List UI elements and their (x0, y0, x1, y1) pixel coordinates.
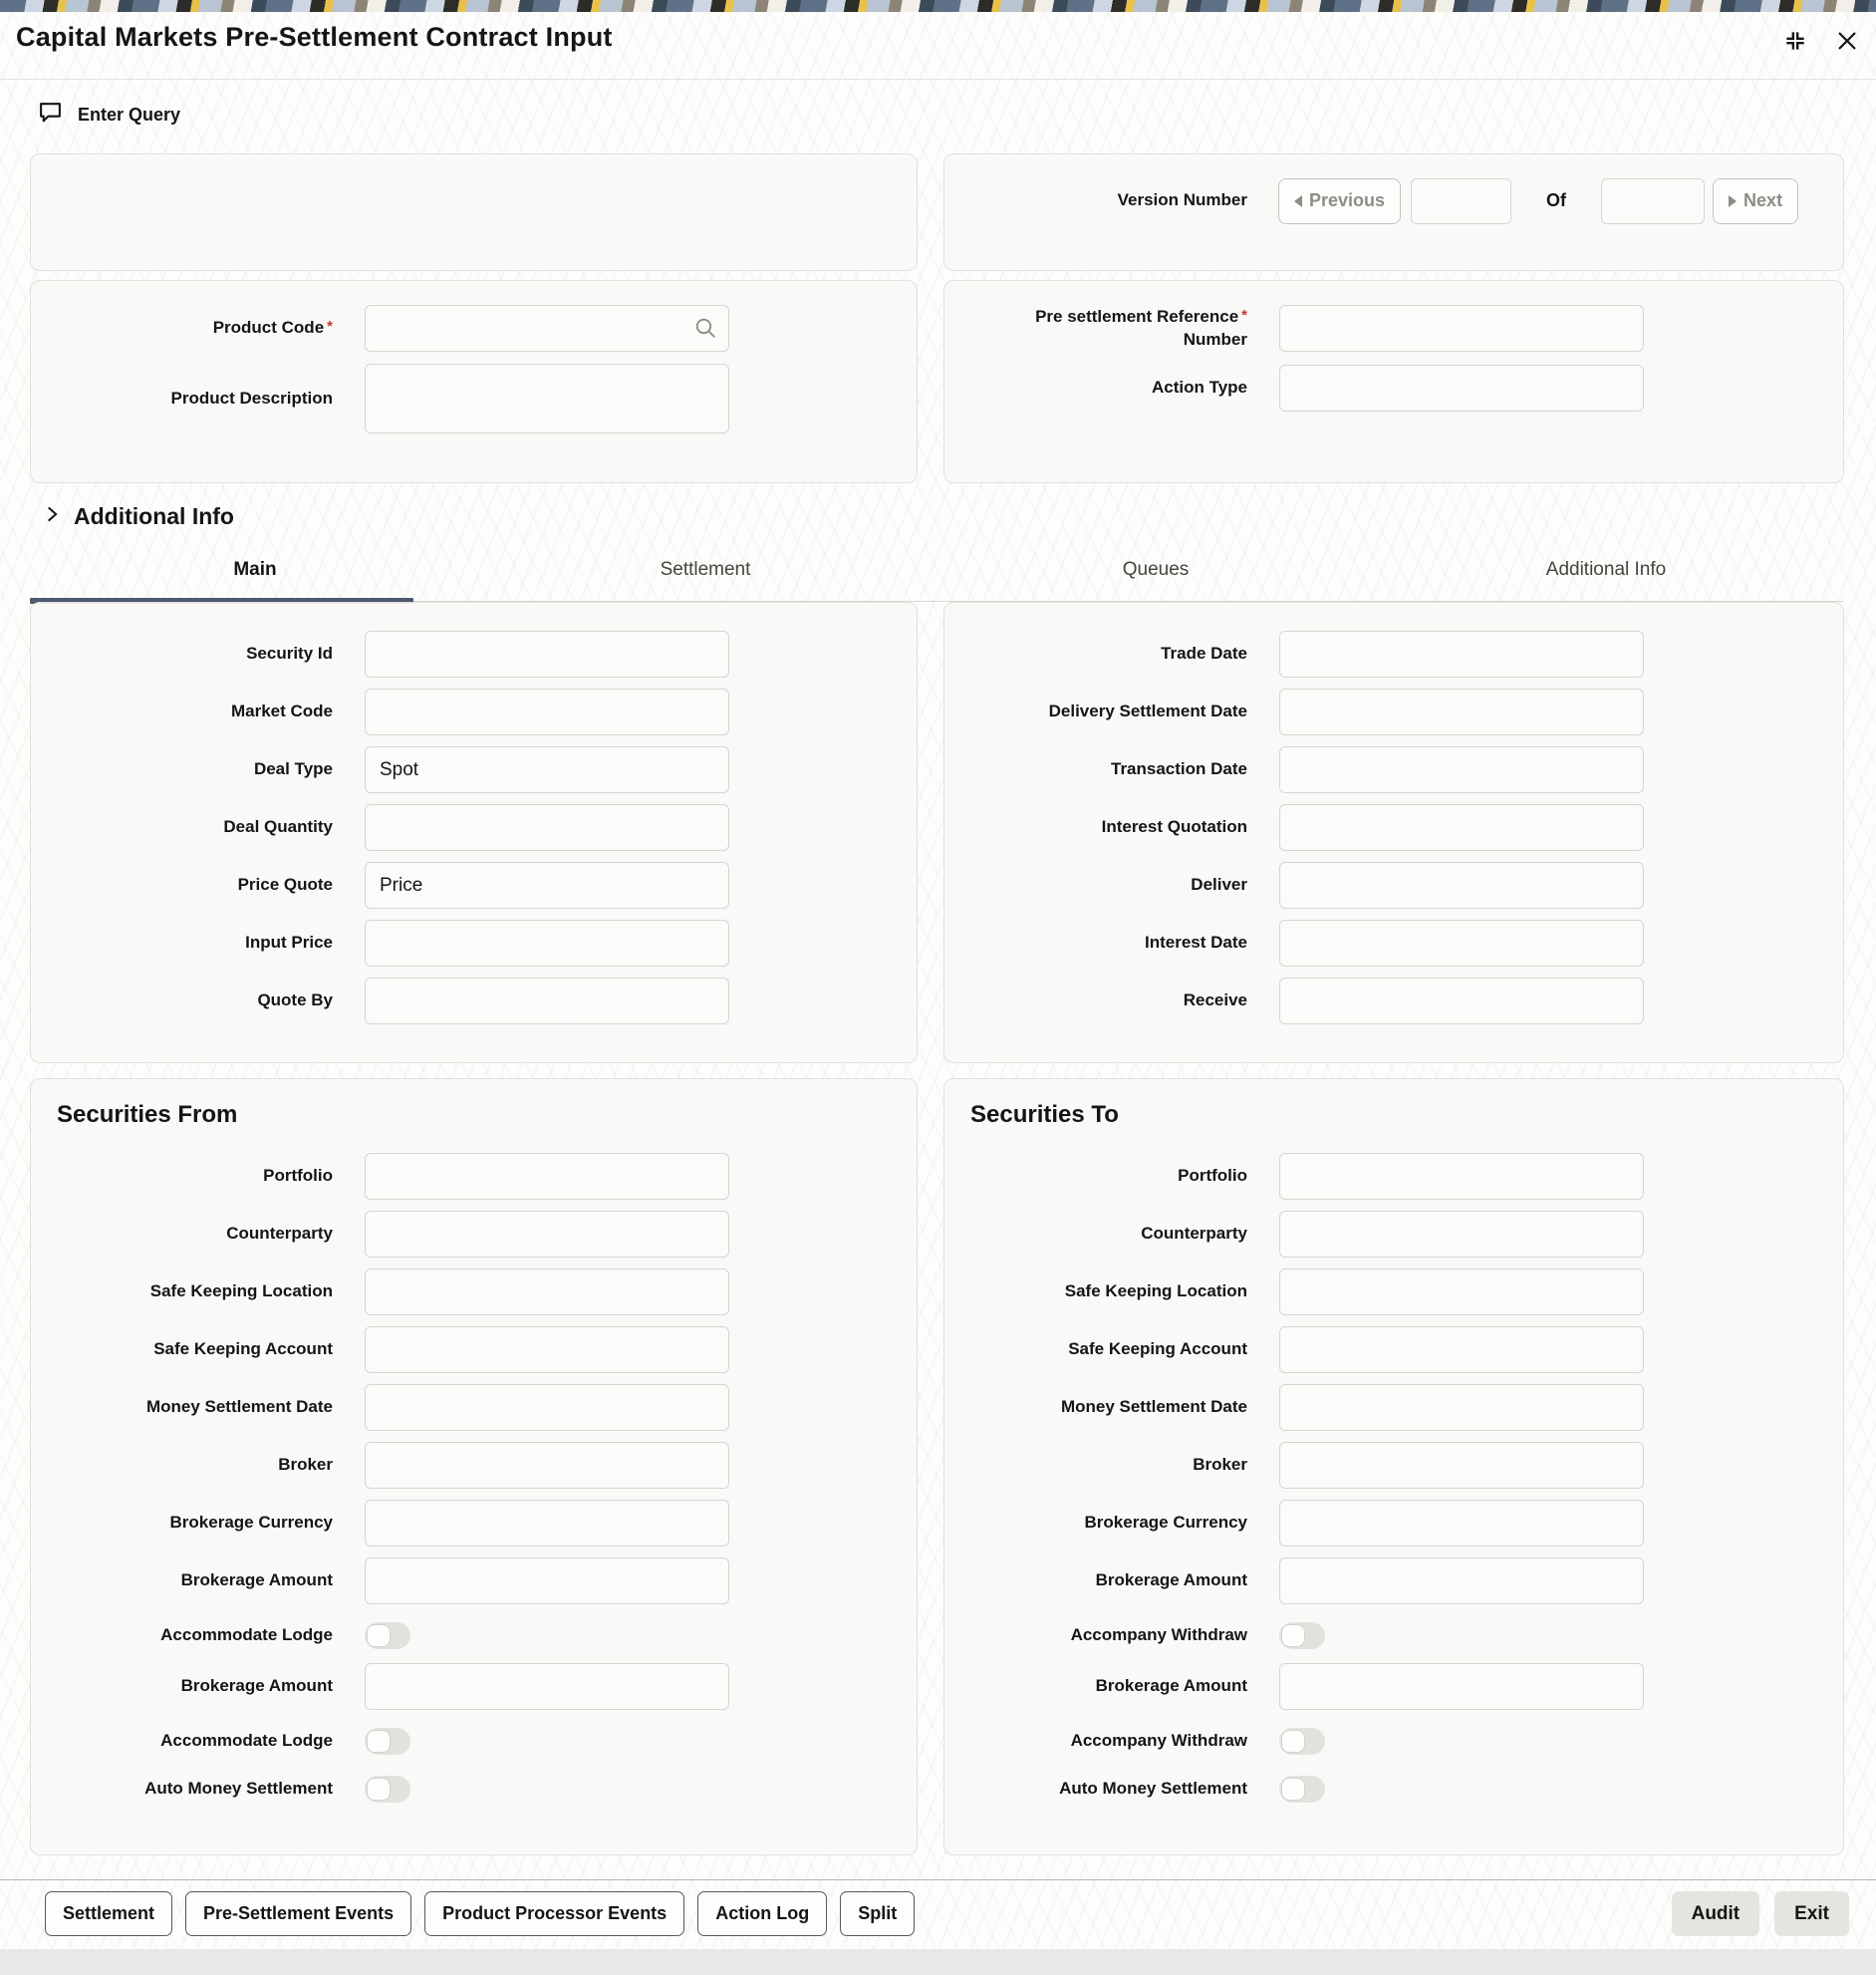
trade-date-input[interactable] (1279, 631, 1644, 678)
securities-to-title: Securities To (970, 1101, 1119, 1128)
sf-brokerage-amount-input[interactable] (365, 1557, 729, 1604)
enter-query-button[interactable] (38, 100, 180, 130)
split-button[interactable]: Split (840, 1891, 915, 1936)
st-auto-money-settlement-toggle[interactable] (1279, 1776, 1325, 1803)
securities-from-panel (30, 1078, 918, 1855)
window-controls (1780, 26, 1862, 56)
main-left-panel (30, 602, 918, 1063)
form-row (31, 1384, 917, 1431)
sf-brokerage-amount2-input[interactable] (365, 1663, 729, 1710)
product-description-input[interactable] (365, 364, 729, 433)
accommodate-lodge-label: Accommodate Lodge (160, 1730, 333, 1750)
form-row (944, 1384, 1843, 1431)
sf-auto-money-settlement-toggle[interactable] (365, 1776, 410, 1803)
interest-date-input[interactable] (1279, 920, 1644, 967)
safe-keeping-location-label: Safe Keeping Location (149, 1281, 333, 1301)
form-row (944, 1326, 1843, 1373)
form-row (944, 804, 1843, 851)
transaction-date-label: Transaction Date (1111, 759, 1247, 779)
auto-money-settlement-label: Auto Money Settlement (144, 1778, 333, 1798)
security-id-label: Security Id (246, 644, 333, 664)
search-icon[interactable] (693, 316, 718, 346)
settlement-button[interactable]: Settlement (45, 1891, 172, 1936)
additional-info-header-label: Additional Info (74, 503, 234, 529)
st-safe-keeping-account-input[interactable] (1279, 1326, 1644, 1373)
st-safe-keeping-location-input[interactable] (1279, 1269, 1644, 1315)
form-row (31, 1326, 917, 1373)
portfolio-label: Portfolio (263, 1166, 333, 1186)
footer-right-buttons (1672, 1891, 1849, 1936)
safe-keeping-account-label: Safe Keeping Account (1068, 1339, 1247, 1359)
market-code-input[interactable] (365, 689, 729, 735)
st-accompany-withdraw2-toggle[interactable] (1279, 1728, 1325, 1755)
price-quote-label: Price Quote (237, 875, 333, 895)
horizontal-scrollbar[interactable] (0, 1949, 1876, 1975)
close-icon[interactable] (1832, 26, 1862, 56)
counterparty-label: Counterparty (226, 1224, 333, 1244)
form-row (944, 862, 1843, 909)
interest-date-label: Interest Date (1145, 933, 1247, 953)
product-code-input[interactable] (365, 305, 729, 352)
st-brokerage-amount-input[interactable] (1279, 1557, 1644, 1604)
previous-version-button[interactable] (1278, 178, 1401, 224)
enter-query-icon (38, 100, 63, 130)
st-broker-input[interactable] (1279, 1442, 1644, 1489)
sf-counterparty-input[interactable] (365, 1211, 729, 1258)
tab-bar (30, 550, 1844, 602)
safe-keeping-location-label: Safe Keeping Location (1064, 1281, 1247, 1301)
market-code-label: Market Code (230, 702, 333, 721)
form-row (944, 1442, 1843, 1489)
form-row (31, 1269, 917, 1315)
form-row (31, 1663, 917, 1710)
toggle-knob (367, 1730, 391, 1753)
product-description-row (31, 364, 917, 433)
price-quote-input[interactable] (365, 862, 729, 909)
money-settlement-date-label: Money Settlement Date (1060, 1397, 1247, 1417)
product-code-row (31, 305, 917, 352)
toggle-knob (1281, 1624, 1305, 1647)
auto-money-settlement-label: Auto Money Settlement (1059, 1778, 1247, 1798)
next-arrow-icon (1729, 195, 1737, 207)
receive-label: Receive (1183, 990, 1247, 1010)
money-settlement-date-label: Money Settlement Date (145, 1397, 333, 1417)
form-row (31, 978, 917, 1024)
securities-from-title: Securities From (57, 1101, 238, 1128)
brokerage-amount-label: Brokerage Amount (180, 1676, 333, 1696)
product-code-lov (365, 305, 729, 352)
deal-type-label: Deal Type (253, 759, 333, 779)
security-id-input[interactable] (365, 631, 729, 678)
action-type-label: Action Type (1151, 378, 1247, 398)
form-row (31, 1721, 917, 1761)
st-accompany-withdraw-toggle[interactable] (1279, 1622, 1325, 1649)
toggle-knob (367, 1624, 391, 1647)
next-version-button[interactable] (1713, 178, 1798, 224)
form-row (944, 746, 1843, 793)
trade-date-label: Trade Date (1161, 644, 1247, 664)
interest-quotation-input[interactable] (1279, 804, 1644, 851)
form-row (31, 1442, 917, 1489)
version-row (944, 177, 1843, 224)
form-row (31, 746, 917, 793)
form-row (944, 1153, 1843, 1200)
interest-quotation-label: Interest Quotation (1101, 817, 1247, 837)
form-row (944, 1663, 1843, 1710)
receive-input[interactable] (1279, 978, 1644, 1024)
form-row (31, 1615, 917, 1655)
toggle-knob (367, 1778, 391, 1801)
tab-settlement[interactable]: Settlement (660, 559, 751, 580)
main-right-panel (943, 602, 1844, 1063)
counterparty-label: Counterparty (1141, 1224, 1247, 1244)
form-row (944, 920, 1843, 967)
product-code-label (31, 317, 333, 339)
product-code-label-text: Product Code (212, 318, 325, 338)
action-log-button[interactable]: Action Log (697, 1891, 827, 1936)
safe-keeping-account-label: Safe Keeping Account (153, 1339, 333, 1359)
brokerage-amount-label: Brokerage Amount (180, 1570, 333, 1590)
footer-left-buttons (45, 1891, 915, 1936)
sf-brokerage-currency-input[interactable] (365, 1500, 729, 1547)
title-divider (0, 79, 1876, 80)
previous-label: Previous (1309, 190, 1386, 210)
version-number-label: Version Number (1117, 190, 1247, 210)
presettlement-ref-label (944, 306, 1247, 350)
presettlement-ref-row (944, 305, 1843, 352)
brokerage-currency-label: Brokerage Currency (1084, 1513, 1247, 1533)
top-left-panel (30, 153, 918, 271)
form-row (944, 1769, 1843, 1809)
product-panel (30, 280, 918, 483)
sf-money-settlement-date-input[interactable] (365, 1384, 729, 1431)
accompany-withdraw-label: Accompany Withdraw (1070, 1624, 1247, 1644)
form-row (31, 804, 917, 851)
sf-accommodate-lodge-toggle[interactable] (365, 1622, 410, 1649)
decorative-top-band (0, 0, 1876, 12)
form-row (31, 631, 917, 678)
form-row (31, 689, 917, 735)
next-label: Next (1743, 190, 1783, 210)
form-row (31, 1769, 917, 1809)
version-panel (943, 153, 1844, 271)
form-row (31, 1500, 917, 1547)
deal-type-input[interactable] (365, 746, 729, 793)
footer-divider (0, 1879, 1876, 1880)
tab-main[interactable]: Main (30, 550, 480, 601)
delivery-settlement-date-label: Delivery Settlement Date (1048, 702, 1247, 721)
deliver-input[interactable] (1279, 862, 1644, 909)
previous-arrow-icon (1294, 195, 1302, 207)
deliver-label: Deliver (1191, 875, 1247, 895)
input-price-input[interactable] (365, 920, 729, 967)
brokerage-amount-label: Brokerage Amount (1095, 1570, 1247, 1590)
page-title: Capital Markets Pre-Settlement Contract Input (16, 22, 613, 52)
reference-panel (943, 280, 1844, 483)
form-row (31, 920, 917, 967)
brokerage-currency-label: Brokerage Currency (169, 1513, 333, 1533)
sf-accommodate-lodge2-toggle[interactable] (365, 1728, 410, 1755)
form-row (944, 1211, 1843, 1258)
presettlement-ref-label-line1: Pre settlement Reference (1035, 307, 1239, 327)
st-brokerage-currency-input[interactable] (1279, 1500, 1644, 1547)
transaction-date-input[interactable] (1279, 746, 1644, 793)
of-label: Of (1546, 190, 1567, 210)
st-brokerage-amount2-input[interactable] (1279, 1663, 1644, 1710)
additional-info-header[interactable] (42, 503, 234, 530)
form-row (31, 1557, 917, 1604)
toggle-knob (1281, 1730, 1305, 1753)
securities-to-panel (943, 1078, 1844, 1855)
presettlement-ref-input[interactable] (1279, 305, 1644, 352)
brokerage-amount-label: Brokerage Amount (1095, 1676, 1247, 1696)
form-row (944, 689, 1843, 735)
deal-quantity-label: Deal Quantity (223, 817, 333, 837)
required-asterisk: * (327, 318, 333, 336)
form-row (944, 1269, 1843, 1315)
accommodate-lodge-label: Accommodate Lodge (160, 1624, 333, 1644)
required-asterisk: * (1241, 307, 1247, 325)
toggle-knob (1281, 1778, 1305, 1801)
sf-safe-keeping-location-input[interactable] (365, 1269, 729, 1315)
presettlement-ref-label-line2: Number (1183, 329, 1247, 349)
form-row (944, 1721, 1843, 1761)
form-row (944, 631, 1843, 678)
action-type-input[interactable] (1279, 365, 1644, 412)
tab-queues[interactable]: Queues (1122, 559, 1190, 580)
form-row (31, 1153, 917, 1200)
form-row (31, 1211, 917, 1258)
st-counterparty-input[interactable] (1279, 1211, 1644, 1258)
broker-label: Broker (278, 1455, 333, 1475)
delivery-settlement-date-input[interactable] (1279, 689, 1644, 735)
form-row (944, 1500, 1843, 1547)
form-row (944, 1615, 1843, 1655)
deal-quantity-input[interactable] (365, 804, 729, 851)
quote-by-label: Quote By (257, 990, 333, 1010)
accompany-withdraw-label: Accompany Withdraw (1070, 1730, 1247, 1750)
sf-safe-keeping-account-input[interactable] (365, 1326, 729, 1373)
product-description-label: Product Description (170, 388, 333, 408)
broker-label: Broker (1193, 1455, 1247, 1475)
enter-query-label: Enter Query (78, 104, 181, 125)
action-type-row (944, 365, 1843, 412)
collapse-window-icon[interactable] (1780, 26, 1810, 56)
chevron-right-icon (42, 504, 62, 529)
exit-button[interactable]: Exit (1774, 1891, 1849, 1936)
sf-broker-input[interactable] (365, 1442, 729, 1489)
st-money-settlement-date-input[interactable] (1279, 1384, 1644, 1431)
product-processor-events-button[interactable]: Product Processor Events (424, 1891, 684, 1936)
form-row (944, 978, 1843, 1024)
form-row (944, 1557, 1843, 1604)
audit-button[interactable]: Audit (1672, 1891, 1760, 1936)
quote-by-input[interactable] (365, 978, 729, 1024)
current-version-input[interactable] (1411, 178, 1511, 224)
portfolio-label: Portfolio (1178, 1166, 1247, 1186)
st-portfolio-input[interactable] (1279, 1153, 1644, 1200)
input-price-label: Input Price (245, 933, 333, 953)
tab-additional-info[interactable]: Additional Info (1545, 559, 1667, 580)
total-versions-input[interactable] (1601, 178, 1705, 224)
sf-portfolio-input[interactable] (365, 1153, 729, 1200)
form-row (31, 862, 917, 909)
pre-settlement-events-button[interactable]: Pre-Settlement Events (185, 1891, 411, 1936)
